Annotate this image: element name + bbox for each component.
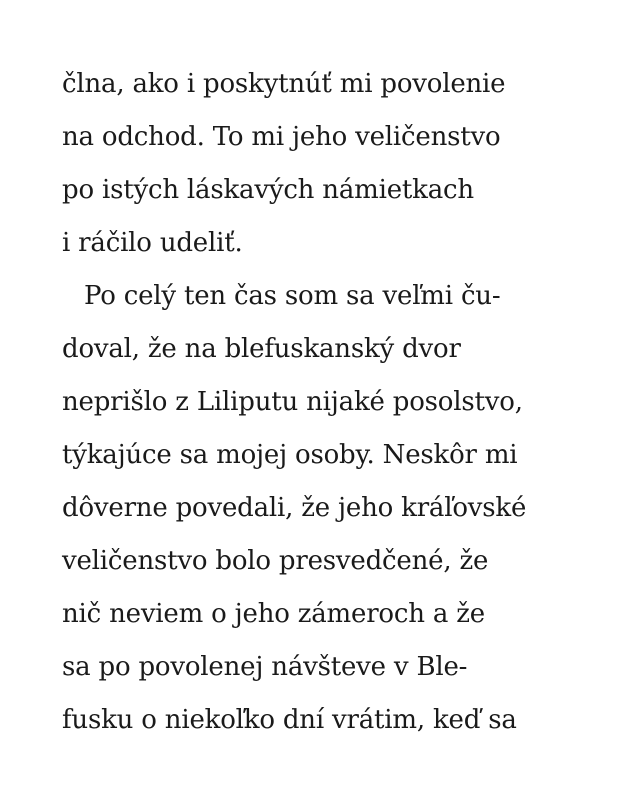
text-line: i ráčilo udeliť. — [62, 228, 243, 258]
text-line: veličenstvo bolo presvedčené, že — [62, 546, 489, 576]
text-line: po istých láskavých námietkach — [62, 175, 474, 205]
text-line: doval, že na blefuskanský dvor — [62, 334, 461, 364]
text-line: týkajúce sa mojej osoby. Neskôr mi — [62, 440, 518, 470]
text-line: dôverne povedali, že jeho kráľovské — [62, 493, 527, 523]
text-line: neprišlo z Liliputu nijaké posolstvo, — [62, 387, 523, 417]
body-text — [62, 58, 622, 747]
text-line: fusku o niekoľko dní vrátim, keď sa — [62, 705, 517, 735]
text-line: sa po povolenej návšteve v Ble- — [62, 652, 468, 682]
paragraph-2 — [62, 270, 622, 747]
text-line: Po celý ten čas som sa veľmi ču- — [84, 281, 501, 311]
text-line: nič neviem o jeho zámeroch a že — [62, 599, 485, 629]
paragraph-1 — [62, 58, 622, 270]
text-line: na odchod. To mi jeho veličenstvo — [62, 122, 501, 152]
text-line: člna, ako i poskytnúť mi povolenie — [62, 69, 506, 99]
